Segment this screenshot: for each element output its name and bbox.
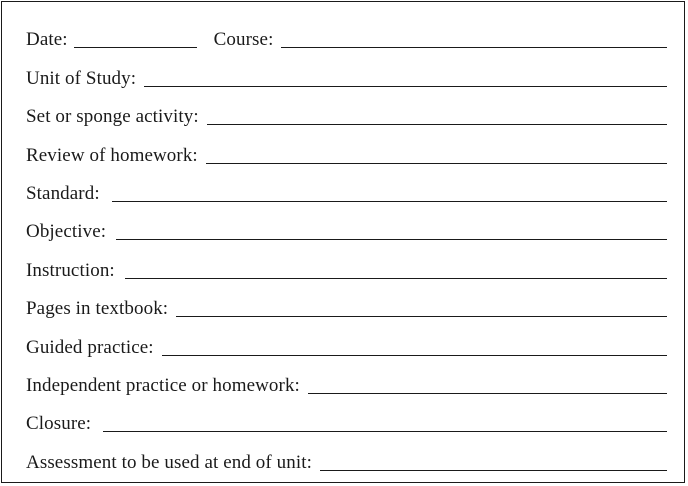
instruction-row [26,246,667,284]
independent-practice-row [26,362,667,400]
standard-row [26,170,667,208]
course-label: Course: [213,29,274,51]
guided-practice-row [26,323,667,361]
review-homework-label: Review of homework: [26,144,198,166]
assessment-blank-line[interactable] [320,469,667,471]
closure-row [26,400,667,438]
review-homework-row [26,131,667,169]
assessment-label: Assessment to be used at end of unit: [26,451,313,473]
unit-of-study-row [26,54,667,92]
assessment-row [26,438,667,476]
date-blank-line[interactable] [74,46,197,48]
sponge-activity-blank-line[interactable] [207,123,667,125]
independent-practice-label: Independent practice or homework: [26,374,300,396]
standard-blank-line[interactable] [112,200,667,202]
date-label: Date: [26,29,68,51]
guided-practice-blank-line[interactable] [162,354,667,356]
closure-label: Closure: [26,413,92,435]
sponge-activity-row [26,93,667,131]
textbook-pages-label: Pages in textbook: [26,298,169,320]
date-course-row [26,16,667,54]
textbook-pages-blank-line[interactable] [176,315,667,317]
review-homework-blank-line[interactable] [206,162,667,164]
lesson-plan-form [26,16,667,477]
standard-label: Standard: [26,182,100,204]
unit-of-study-label: Unit of Study: [26,67,137,89]
sponge-activity-label: Set or sponge activity: [26,106,199,128]
unit-of-study-blank-line[interactable] [144,85,667,87]
objective-label: Objective: [26,221,107,243]
independent-practice-blank-line[interactable] [308,392,667,394]
course-blank-line[interactable] [281,46,667,48]
objective-row [26,208,667,246]
instruction-label: Instruction: [26,259,115,281]
objective-blank-line[interactable] [116,238,667,240]
instruction-blank-line[interactable] [125,277,667,279]
textbook-pages-row [26,285,667,323]
lesson-plan-form-frame [1,1,685,483]
closure-blank-line[interactable] [103,430,667,432]
guided-practice-label: Guided practice: [26,336,154,358]
